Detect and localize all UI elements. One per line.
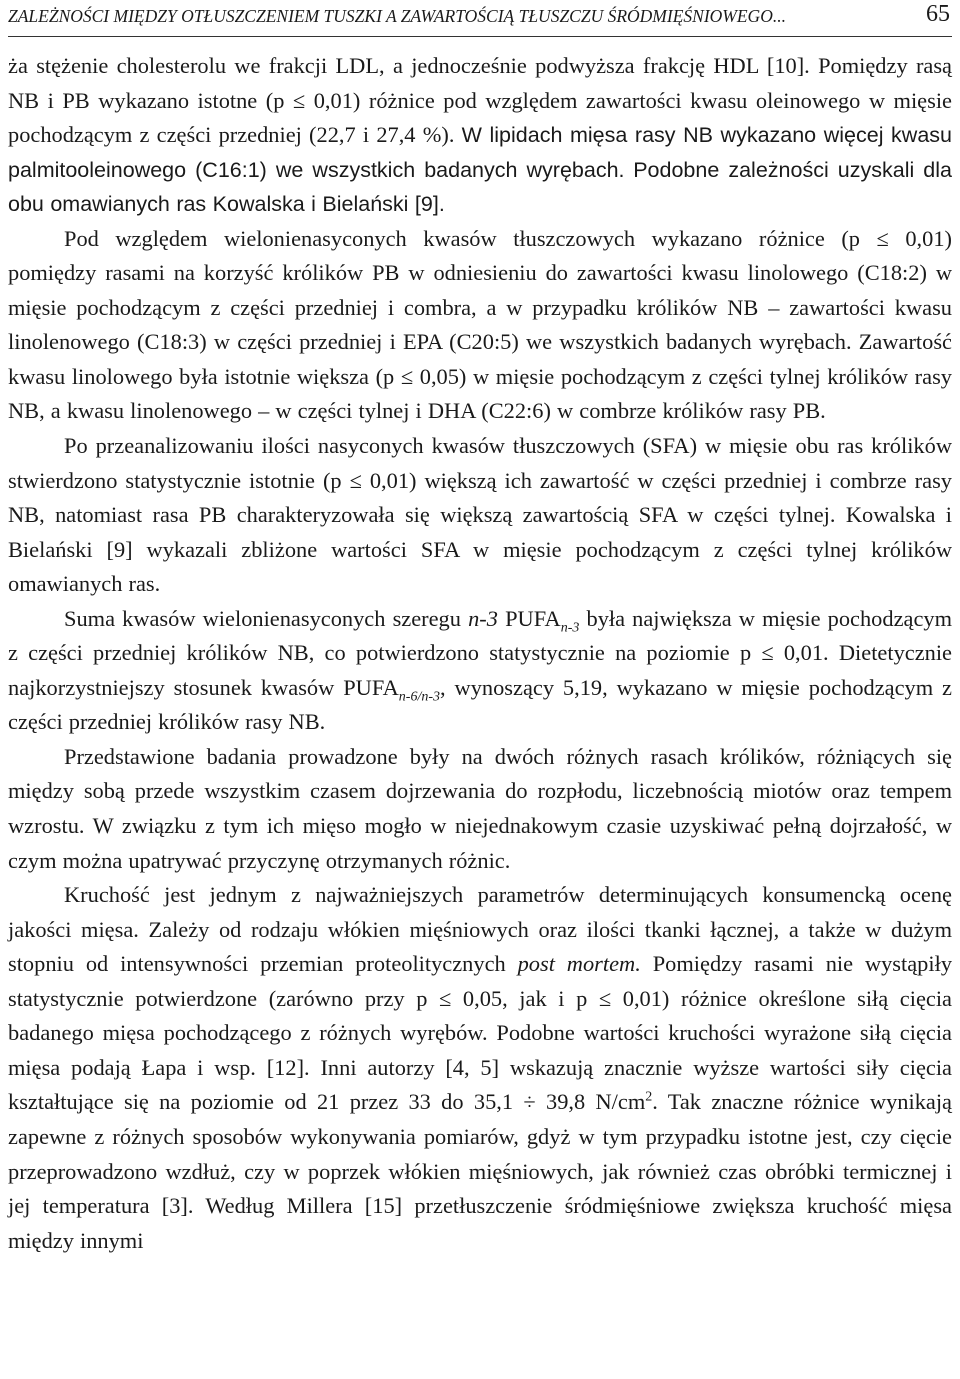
page-number: 65 <box>926 1 950 27</box>
p1-text-b: W lipidach mięsa rasy NB wykazano więcej kwasu palmitooleinowego (C16:1) we wszystkich badanych wyrębach. <box>8 123 952 182</box>
p4-sub-ratio: n-6/n-3 <box>398 689 441 705</box>
p4-text-b: była największa w mięsie pochodzącym z części przedniej królików NB, co potwierdzono statystycznie na poziomie p ≤ 0,01. <box>8 605 952 666</box>
p4-n3: n-3 <box>468 605 498 631</box>
paragraph-3 <box>8 429 952 602</box>
p6-text-a: Kruchość jest jednym z najważniejszych parametrów determinujących konsumencką ocenę jakości mięsa. Zależy od rodzaju włókien mięśniowych oraz ilości tkanki łącznej, a także w dużym stopniu od intensywności przemian proteolitycznych <box>8 882 952 977</box>
p4-sub-n3: n-3 <box>560 620 580 636</box>
p6-text-c: . Tak znaczne różnice wynikają zapewne z różnych sposobów wykonywania pomiarów, gdyż w tym przypadku istotne jest, czy cięcie przeprowadzono wzdłuż, czy w poprzek włókien mięśniowych, jak również czas obróbki termicznej i jej temperatura [3]. Według Millera [15] przetłuszczenie śródmięśniowe zwiększa kruchość mięsa między innymi <box>8 1089 952 1253</box>
p2-text-a: Pod względem wielonienasyconych kwasów tłuszczowych wykazano różnice (p ≤ 0,01) pomiędzy rasami na korzyść królików PB w odniesieniu do zawartości kwasu linolowego (C18:2) w mięsie pochodzącym z części przedniej i combra, a w przypadku królików NB – zawartości kwasu linolenowego (C18:3) w części przedniej i EPA (C20:5) we wszystkich badanych wyrębach. <box>8 225 952 355</box>
p4-text-c: Dietetycznie najkorzystniejszy stosunek kwasów PUFA <box>8 640 952 700</box>
running-header <box>8 2 952 37</box>
p4-text-d: , wynoszący 5,19, wykazano w mięsie pochodzącym z części przedniej królików rasy NB. <box>8 674 952 735</box>
p1-text-a: ża stężenie cholesterolu we frakcji LDL, a jednocześnie podwyższa frakcję HDL [10]. Pomiędzy rasą NB i PB wykazano istotne (p ≤ 0,01) różnice pod względem zawartości kwasu oleinowego w mięsie pochodzącym z części przedniej (22,7 i 27,4 %). <box>8 53 952 148</box>
p6-sup: 2 <box>645 1089 653 1105</box>
paragraph-6 <box>8 878 952 1258</box>
paragraph-2 <box>8 222 952 429</box>
p2-text-b: Zawartość kwasu linolowego była istotnie większa (p ≤ 0,05) w mięsie pochodzącym z części tylnej królików rasy NB, a kwasu linolenowego – w części tylnej i DHA (C22:6) w combrze królików rasy PB. <box>8 329 952 424</box>
paragraph-5 <box>8 740 952 878</box>
p6-text-b: Pomiędzy rasami nie wystąpiły statystycznie potwierdzone (zarówno przy p ≤ 0,05, jak i p ≤ 0,01) różnice określone siłą cięcia badanego mięsa pochodzącego z różnych wyrębów. Podobne wartości kruchości wyrażone siłą cięcia mięsa podają Łapa i wsp. [12]. Inni autorzy [4, 5] wskazują znacznie wyższe wartości siły cięcia kształtujące się na poziomie od 21 przez 33 do 35,1 ÷ 39,8 N/cm <box>8 951 953 1115</box>
paragraph-1 <box>8 49 952 222</box>
p5-text-a: Przedstawione badania prowadzone były na dwóch różnych rasach królików, różniących się między sobą przede wszystkim czasem dojrzewania do rozpłodu, liczebnością miotów oraz tempem wzrostu. <box>8 743 952 839</box>
paragraph-4 <box>8 602 952 740</box>
p5-text-b: W związku z tym ich mięso mogło w niejednakowym czasie uzyskiwać pełną dojrzałość, w czym można upatrywać przyczynę otrzymanych różnic. <box>8 813 952 873</box>
p3-text-b: Kowalska i Bielański [9] wykazali zbliżone wartości SFA w mięsie pochodzącym z części tylnej królików omawianych ras. <box>8 502 952 597</box>
p1-text-c: Podobne zależności uzyskali dla obu omawianych ras Kowalska i Bielański [9]. <box>8 157 952 217</box>
body-text <box>8 49 952 1258</box>
p4-text-a: Suma kwasów wielonienasyconych szeregu <box>64 605 461 631</box>
p3-text-a: Po przeanalizowaniu ilości nasyconych kwasów tłuszczowych (SFA) w mięsie obu ras królików stwierdzono statystycznie istotnie (p ≤ 0,01) większą ich zawartość w części przedniej i combrze rasy NB, natomiast rasa PB charakteryzowała się większą zawartością SFA w części tylnej. <box>8 433 952 528</box>
p4-pufa: PUFA <box>505 605 561 631</box>
p6-post-mortem: post mortem. <box>517 951 641 977</box>
running-title: ZALEŻNOŚCI MIĘDZY OTŁUSZCZENIEM TUSZKI A ZAWARTOŚCIĄ TŁUSZCZU ŚRÓDMIĘŚNIOWEGO... <box>8 6 786 26</box>
